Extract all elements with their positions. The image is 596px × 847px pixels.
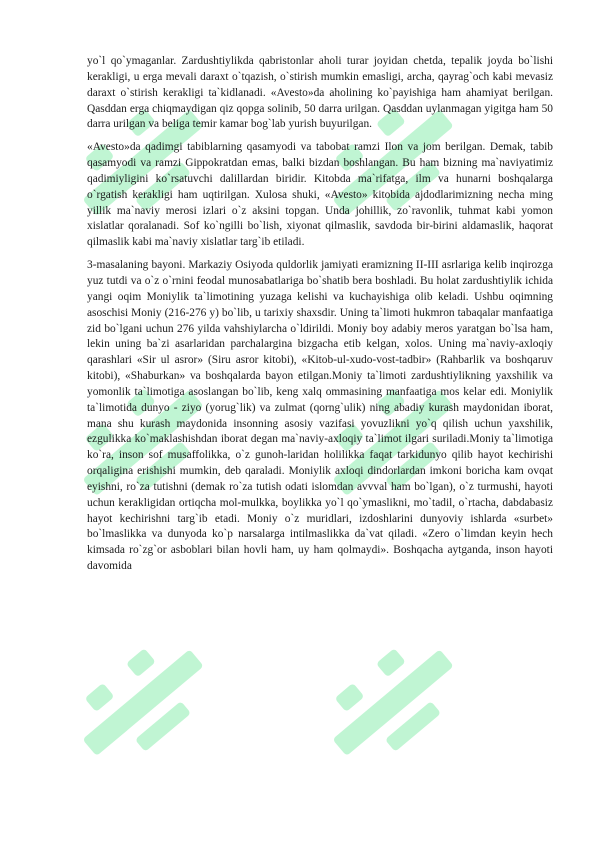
watermark-mark-icon (63, 626, 222, 777)
paragraph: yo`l qo`ymaganlar. Zardushtiylikda qabristonlar aholi turar joyidan chetda, tepalik joyda bo`lishi kerakligi, u erga mevali daraxt o`tqazish, o`stirish mumkin emasligi, archa, qayrag`och kabi mevasiz daraxt o`stirish kerakligi ta`kidlanadi. «Avesto»da aholining ko`payishiga ham ahamiyat berilgan. Qasddan erga chiqmaydigan qiz qopga solinib, 50 darra urilgan. Qasddan uylanmagan yigitga ham 50 darra urilgan va beliga temir kamar bog`lab yurish buyurilgan. (87, 55, 553, 131)
watermark-mark-icon (313, 626, 472, 777)
paragraph: 3-masalaning bayoni. Markaziy Osiyoda quldorlik jamiyati eramizning II-III asrlariga kelib inqirozga yuz tutdi va o`z o`rnini feodal munosabatlariga bo`shatib bera boshladi. Bu holat zardushtiylik ichida yangi oqim Moniylik ta`limotining yuzaga kelishi va kuchayishiga olib keladi. Ushbu oqimning asoschisi Moniy (216-276 y) bo`lib, u tarixiy shaxsdir. Uning ta`limoti hukmron tabaqalar manfaatiga zid bo`lgani uchun 276 yilda vahshiylarcha o`ldirildi. Moniy boy adabiy meros yaratgan bo`lsa ham, lekin uning ba`zi asarlaridan parchalargina bizgacha etib kelgan, xolos. Uning ma`naviy-axloqiy qarashlari «Sir ul asror» (Siru asror kitobi), «Kitob-ul-xudo-vost-tadbir» (Rahbarlik va boshqaruv kitobi), «Shaburkan» va boshqalarda bayon etilgan.Moniy ta`limoti zardushtiylikning yaxshilik va yomonlik ta`limotiga asoslangan bo`lib, keng xalq ommasining manfaatiga mos kelar edi. Moniylik ta`limotida dunyo - ziyo (yorug`lik) va zulmat (qorng`ulik) ning abadiy kurash maydonidan iborat, mana shu kurash maydonida insonning asosiy vazifasi yovuzlikni yo`q qilish uchun yaxshilik, ezgulikka ko`maklashishdan iborat degan ma`naviy-axloqiy ta`limot ilgari suriladi.Moniy ta`limotiga ko`ra, inson sof musaffolikka, o`z gunoh-laridan holilikka faqat tarkidunyo qilib hayot kechirishi orqaligina erishishi mumkin, deb qaraladi. Moniylik axloqi dindorlardan imkoni boricha kam ovqat eyishni, ro`za tutishni (demak ro`za tutish odati islomdan avvval ham bo`lgan), o`z turmushi, hayoti uchun kerakligidan ortiqcha mol-mulkka, boylikka yo`l qo`ymaslikni, mo`tadil, o`rtacha, dabdabasiz hayot kechirishni targ`ib etadi. Moniy o`z muridlari, izdoshlarini dunyoviy ishlarda «surbet» bo`lmaslikka va dunyoda ko`p narsalarga intilmaslikka da`vat qiladi. «Zero o`limdan keyin hech kimsada ro`zg`or asboblari bilan hovli ham, uy ham qolmaydi». Boshqacha aytganda, inson hayoti davomida (87, 259, 553, 573)
document-body (87, 54, 553, 582)
paragraph: «Avesto»da qadimgi tabiblarning qasamyodi va tabobat ramzi Ilon va jom berilgan. Demak, tabib qasamyodi va ramzi Gippokratdan emas, balki bizdan boshlangan. Bu ham bizning ma`naviyatimiz qadimiyligini ko`rsatuvchi dalillardan biridir. Kitobda ma`rifatga, ilm va hunarni boshqalarga o`rgatish kerakligi ham uqtirilgan. Xulosa shuki, «Avesto» kitobida ajdodlarimizning necha ming yillik ma`naviy merosi izlari o`z aksini topgan. Unda johillik, zo`ravonlik, tuhmat kabi yomon xislatlar qoralanadi. Sof ko`ngilli bo`lish, xiyonat qilmaslik, savdoda bir-birini aldamaslik, haqorat qilmaslik kabi ma`naviy xislatlar targ`ib etiladi. (87, 141, 553, 249)
